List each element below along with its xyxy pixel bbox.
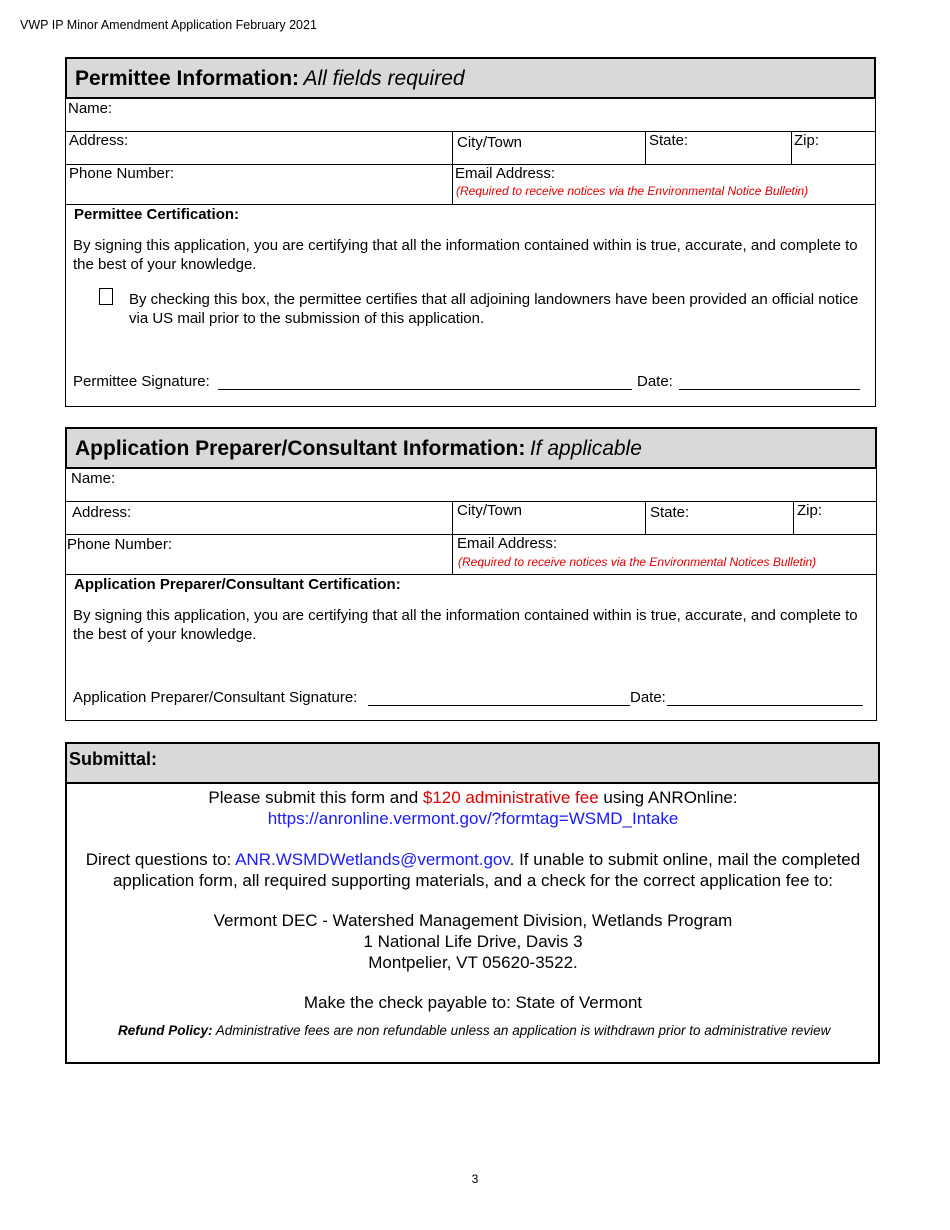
document-header: VWP IP Minor Amendment Application February 2021 [20,18,317,32]
permittee-email-field[interactable]: Email Address: [455,165,556,182]
permittee-certification-heading: Permittee Certification: [74,206,240,223]
submittal-title-bar [65,742,880,784]
preparer-signature-label: Application Preparer/Consultant Signature: [73,689,358,706]
preparer-email-note: (Required to receive notices via the Environmental Notices Bulletin) [458,555,817,569]
preparer-certification-text: By signing this application, you are certifying that all the information contained within is true, accurate, and complete to the best of your knowledge. [73,607,858,643]
preparer-address-field[interactable]: Address: [72,504,132,521]
permittee-city-field[interactable]: City/Town [457,134,523,151]
permittee-name-field[interactable]: Name: [68,100,113,117]
submit-instruction [68,787,878,808]
permittee-date-label: Date: [637,373,673,390]
preparer-name-field[interactable]: Name: [71,470,116,487]
permittee-title-bar [65,57,876,99]
refund-policy-label: Refund Policy: [118,1023,213,1038]
submit-instruction-tail: using ANROnline: [598,788,738,807]
preparer-subtitle: If applicable [529,437,642,460]
landowner-notice-text: By checking this box, the permittee certifies that all adjoining landowners have been provided an official notice via US mail prior to the submission of this application. [129,291,859,327]
mailing-address-line1: Vermont DEC - Watershed Management Division, Wetlands Program [213,911,733,930]
permittee-phone-field[interactable]: Phone Number: [69,165,175,182]
refund-policy-text: Administrative fees are non refundable unless an application is withdrawn prior to administrative review [212,1023,831,1038]
permittee-state-field[interactable]: State: [649,132,689,149]
preparer-zip-field[interactable]: Zip: [797,502,823,519]
questions-prefix: Direct questions to: [85,850,236,869]
preparer-date-line[interactable] [667,705,863,706]
check-payable: Make the check payable to: State of Vermont [303,993,643,1012]
preparer-state-field[interactable]: State: [650,504,690,521]
preparer-title: Application Preparer/Consultant Information: [75,437,526,460]
preparer-title-bar [65,427,877,469]
preparer-signature-line[interactable] [368,705,630,706]
anronline-link[interactable]: https://anronline.vermont.gov/?formtag=WSMD_Intake [267,809,679,828]
contact-email-link[interactable]: ANR.WSMDWetlands@vermont.gov [235,850,510,869]
landowner-notice-checkbox[interactable] [99,288,113,305]
page-number: 3 [471,1172,479,1186]
questions-suffix: . If unable to submit online, mail the completed application form, all required supporting materials, and a check for the correct application fee to: [112,850,861,890]
permittee-signature-line[interactable] [218,389,632,390]
permittee-zip-field[interactable]: Zip: [794,132,820,149]
permittee-title: Permittee Information: [75,67,300,90]
permittee-section [65,57,876,407]
preparer-date-label: Date: [630,689,666,706]
preparer-certification-heading: Application Preparer/Consultant Certification: [74,576,401,593]
refund-policy [118,1023,830,1038]
admin-fee: $120 administrative fee [422,788,599,807]
preparer-phone-field[interactable]: Phone Number: [67,536,173,553]
permittee-address-field[interactable]: Address: [69,132,129,149]
permittee-signature-label: Permittee Signature: [73,373,210,390]
permittee-email-note: (Required to receive notices via the Environmental Notice Bulletin) [456,184,809,198]
permittee-date-line[interactable] [679,389,860,390]
submit-instruction-text: Please submit this form and [208,788,423,807]
mailing-address-line2: 1 National Life Drive, Davis 3 [363,932,583,951]
permittee-certification-text: By signing this application, you are certifying that all the information contained within is true, accurate, and complete to the best of your knowledge. [73,237,858,273]
preparer-city-field[interactable]: City/Town [457,502,523,519]
permittee-subtitle: All fields required [303,67,465,90]
preparer-email-field[interactable]: Email Address: [457,535,558,552]
mailing-address-line3: Montpelier, VT 05620-3522. [368,953,578,972]
questions-paragraph [68,849,878,891]
submittal-title: Submittal: [69,749,157,769]
